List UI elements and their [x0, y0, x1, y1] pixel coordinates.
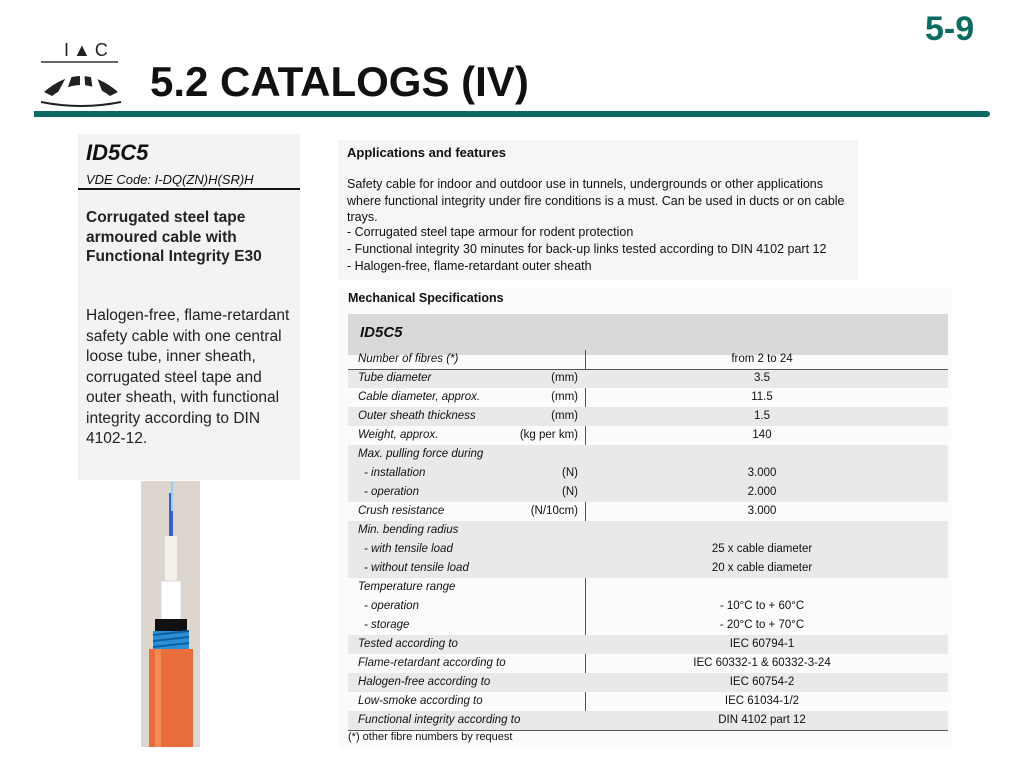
row-value: 25 x cable diameter [711, 543, 813, 555]
row-label: Max. pulling force during [358, 448, 484, 460]
table-row [348, 369, 948, 388]
row-value: 3.000 [747, 505, 777, 517]
row-unit: (mm) [551, 391, 578, 403]
row-unit: (kg per km) [519, 429, 578, 441]
iac-logo [36, 40, 126, 120]
row-label: Flame-retardant according to [358, 657, 506, 669]
row-label: Cable diameter, approx. [358, 391, 481, 403]
mechanical-specifications [338, 287, 951, 749]
row-value: 11.5 [751, 391, 773, 403]
table-row [348, 578, 948, 597]
row-value: DIN 4102 part 12 [718, 714, 806, 726]
applications-title: Applications and features [347, 145, 506, 160]
row-value: 3.000 [747, 467, 777, 479]
row-value: IEC 60754-2 [729, 676, 795, 688]
table-row [348, 616, 948, 635]
list-item: - Halogen-free, flame-retardant outer sheath [347, 258, 826, 275]
title-rule [34, 111, 990, 117]
table-row [348, 635, 948, 654]
row-label: Outer sheath thickness [358, 410, 476, 422]
product-code: ID5C5 [86, 140, 149, 165]
applications-intro: Safety cable for indoor and outdoor use in tunnels, undergrounds or other applications where functional integrity under fire conditions is a must. Can be used in ducts or on cable trays. [347, 177, 845, 224]
table-row [348, 673, 948, 692]
row-label: Tube diameter [358, 372, 432, 384]
row-unit: (mm) [551, 410, 578, 422]
row-value: 20 x cable diameter [711, 562, 813, 574]
slide-number: 5-9 [925, 10, 975, 48]
spec-product-code: ID5C5 [360, 324, 403, 341]
table-row [348, 426, 948, 445]
row-label: Halogen-free according to [358, 676, 491, 688]
vde-code: VDE Code: I-DQ(ZN)H(SR)H [86, 172, 254, 187]
product-card [78, 134, 300, 480]
table-row [348, 521, 948, 540]
row-label: Min. bending radius [358, 524, 459, 536]
table-row [348, 540, 948, 559]
table-row [348, 350, 948, 369]
product-description: Halogen-free, flame-retardant safety cable with one central loose tube, inner sheath, corrugated steel tape and outer sheath, with functional integrity according to DIN 4102-12. [86, 307, 290, 447]
list-item: - Functional integrity 30 minutes for back-up links tested according to DIN 4102 part 12 [347, 241, 826, 258]
row-value: - 10°C to + 60°C [719, 600, 805, 612]
row-label: - with tensile load [364, 543, 453, 555]
row-label: Number of fibres (*) [358, 353, 459, 365]
row-unit: (N) [562, 486, 578, 498]
page-title: 5.2 CATALOGS (IV) [150, 58, 529, 105]
row-label: Crush resistance [358, 505, 445, 517]
row-label: Tested according to [358, 638, 458, 650]
row-label: - without tensile load [364, 562, 469, 574]
row-label: Temperature range [358, 581, 456, 593]
table-row [348, 483, 948, 502]
row-label: - installation [364, 467, 426, 479]
row-value: 1.5 [754, 410, 770, 422]
footnote: (*) other fibre numbers by request [348, 731, 513, 743]
row-label: Functional integrity according to [358, 714, 521, 726]
applications-panel [338, 140, 858, 280]
table-row [348, 692, 948, 711]
table-row [348, 388, 948, 407]
table-row [348, 559, 948, 578]
row-value: IEC 61034-1/2 [724, 695, 800, 707]
card-divider [78, 188, 300, 190]
row-value: 2.000 [747, 486, 777, 498]
row-label: - operation [364, 486, 419, 498]
row-value: IEC 60794-1 [729, 638, 795, 650]
spec-table [348, 350, 948, 730]
table-row [348, 407, 948, 426]
spec-header-band [348, 314, 948, 355]
table-row [348, 464, 948, 483]
row-label: Weight, approx. [358, 429, 439, 441]
row-label: - operation [364, 600, 419, 612]
list-item: - Corrugated steel tape armour for rodent protection [347, 224, 826, 241]
mechanical-title: Mechanical Specifications [348, 291, 504, 305]
row-unit: (N/10cm) [530, 505, 578, 517]
table-row [348, 654, 948, 673]
product-heading: Corrugated steel tape armoured cable with Functional Integrity E30 [86, 209, 262, 265]
row-value: 3.5 [754, 372, 770, 384]
table-row [348, 502, 948, 521]
row-value: 140 [752, 429, 772, 441]
table-row [348, 597, 948, 616]
logo-text: I▲C [64, 40, 112, 60]
applications-list [347, 224, 826, 275]
row-label: - storage [364, 619, 410, 631]
cable-photo [141, 481, 200, 747]
row-unit: (N) [562, 467, 578, 479]
header-row-line [348, 369, 948, 370]
row-value: from 2 to 24 [731, 353, 793, 365]
row-value: IEC 60332-1 & 60332-3-24 [693, 657, 831, 669]
row-label: Low-smoke according to [358, 695, 483, 707]
table-row [348, 445, 948, 464]
row-unit: (mm) [551, 372, 578, 384]
table-row [348, 711, 948, 730]
row-value: - 20°C to + 70°C [719, 619, 805, 631]
